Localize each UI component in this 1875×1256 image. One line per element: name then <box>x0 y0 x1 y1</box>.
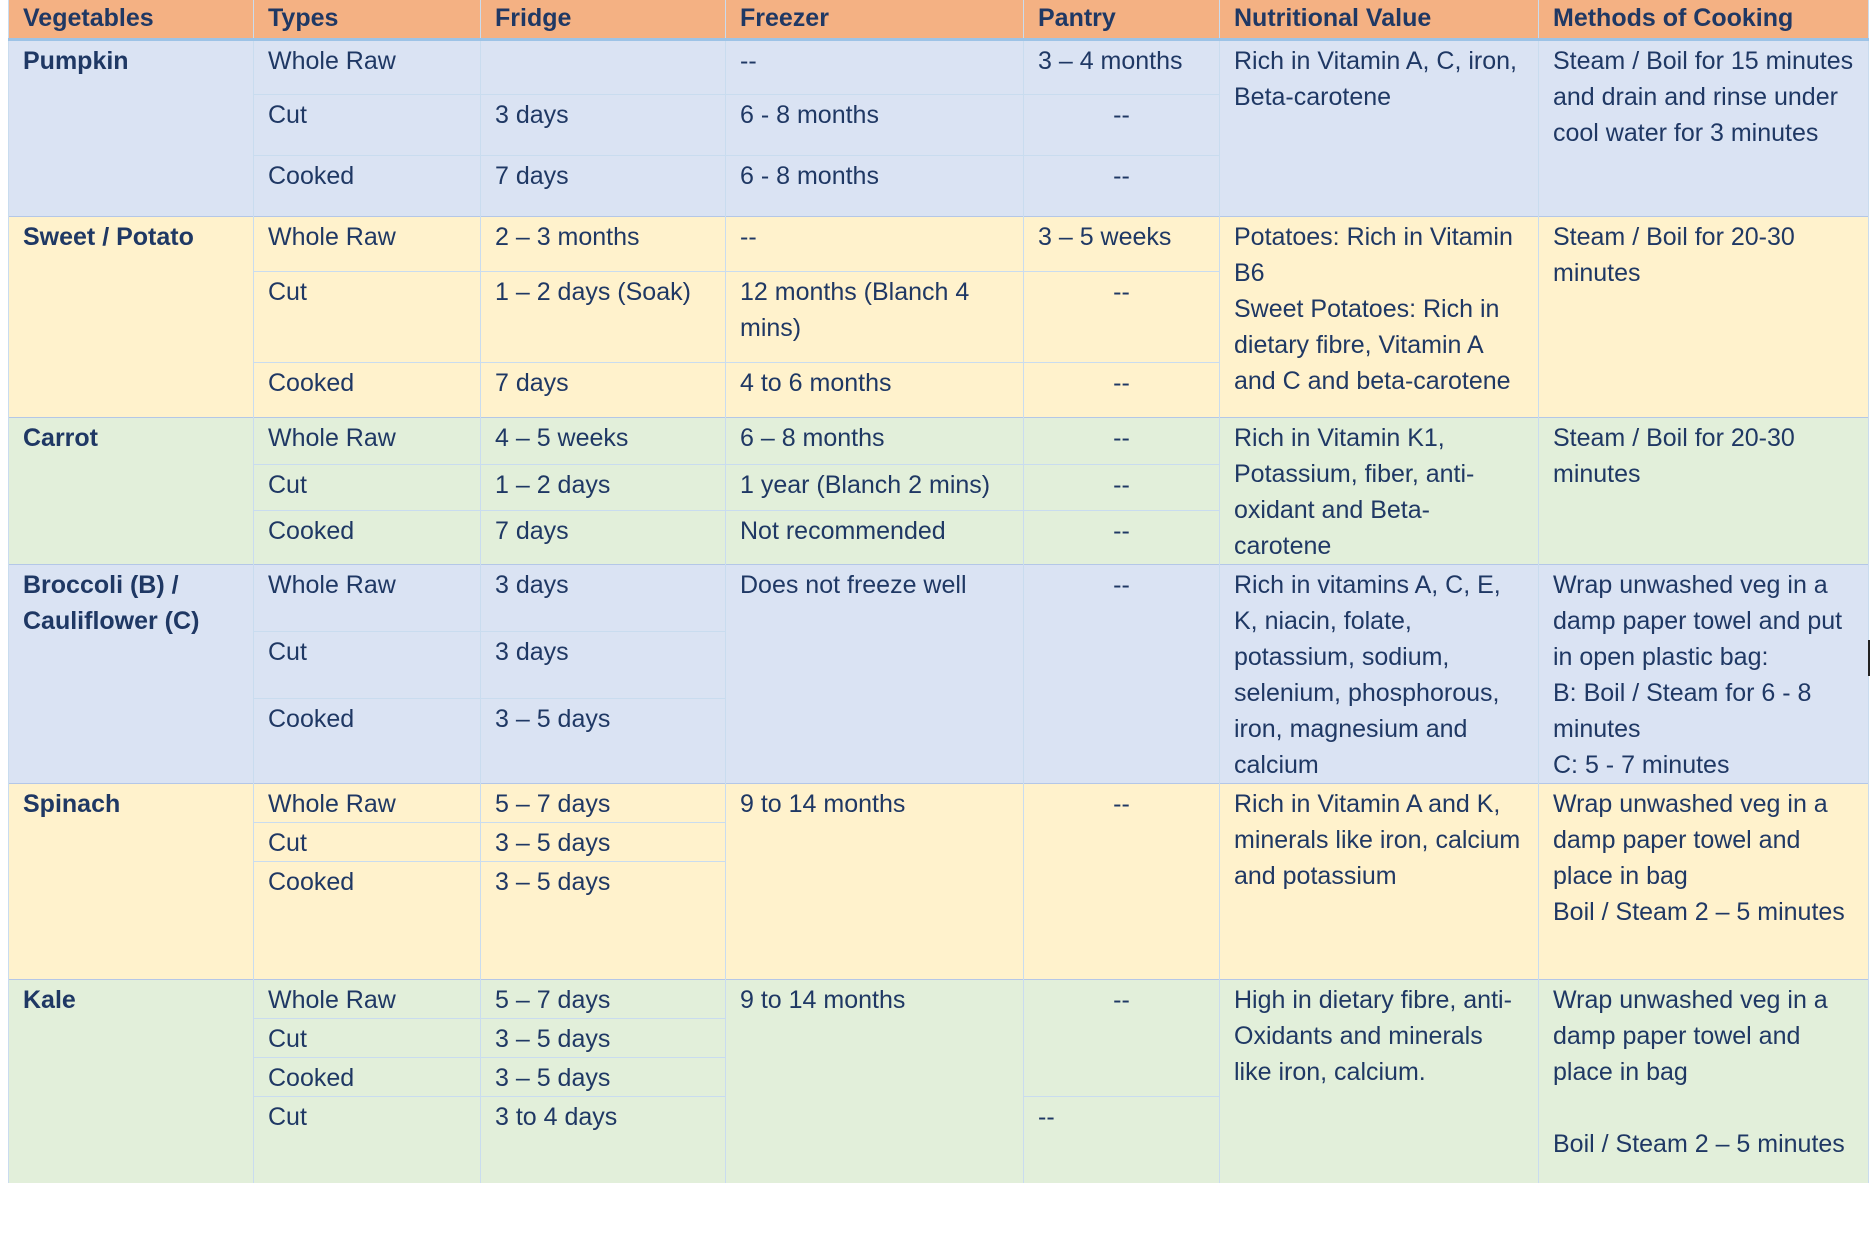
table-row <box>9 980 1869 1019</box>
header-freezer: Freezer <box>726 0 1024 40</box>
type-cell: Whole Raw <box>254 784 481 823</box>
cooking-cell: Steam / Boil for 20-30 minutes <box>1539 418 1869 565</box>
cooking-cell: Steam / Boil for 15 minutes and drain and rinse under cool water for 3 minutes <box>1539 40 1869 217</box>
fridge-cell: 3 – 5 days <box>481 698 726 783</box>
nutrition-cell: High in dietary fibre, anti-Oxidants and minerals like iron, calcium. <box>1220 980 1539 1183</box>
pantry-cell: -- <box>1024 980 1220 1097</box>
fridge-cell: 3 days <box>481 631 726 698</box>
type-cell: Cut <box>254 823 481 862</box>
type-cell: Whole Raw <box>254 565 481 632</box>
type-cell: Cooked <box>254 862 481 980</box>
vegetable-name: Spinach <box>9 784 254 980</box>
type-cell: Cooked <box>254 363 481 418</box>
freezer-cell: Does not freeze well <box>726 565 1024 784</box>
pantry-cell: -- <box>1024 363 1220 418</box>
table-row <box>9 40 1869 95</box>
header-types: Types <box>254 0 481 40</box>
fridge-cell: 3 – 5 days <box>481 862 726 980</box>
vegetable-name: Pumpkin <box>9 40 254 217</box>
fridge-cell: 3 days <box>481 565 726 632</box>
fridge-cell: 7 days <box>481 511 726 565</box>
vegetable-name: Sweet / Potato <box>9 217 254 418</box>
header-methods-of-cooking: Methods of Cooking <box>1539 0 1869 40</box>
fridge-cell: 3 – 5 days <box>481 823 726 862</box>
cooking-line: Wrap unwashed veg in a damp paper towel and place in bag <box>1553 986 1828 1086</box>
fridge-cell: 3 days <box>481 95 726 156</box>
type-cell: Whole Raw <box>254 217 481 272</box>
nutrition-cell <box>1220 217 1539 418</box>
cooking-cell <box>1539 980 1869 1183</box>
nutrition-cell: Rich in Vitamin A and K, minerals like iron, calcium and potassium <box>1220 784 1539 980</box>
fridge-cell <box>481 40 726 95</box>
pantry-cell: -- <box>1024 156 1220 217</box>
nutrition-cell: Rich in vitamins A, C, E, K, niacin, folate, potassium, sodium, selenium, phosphorous, iron, magnesium and calcium <box>1220 565 1539 784</box>
fridge-cell: 4 – 5 weeks <box>481 418 726 465</box>
type-cell: Whole Raw <box>254 980 481 1019</box>
pantry-cell: 3 – 5 weeks <box>1024 217 1220 272</box>
type-cell: Cut <box>254 464 481 511</box>
header-vegetables: Vegetables <box>9 0 254 40</box>
freezer-cell: -- <box>726 40 1024 95</box>
type-cell: Cooked <box>254 1058 481 1097</box>
type-cell: Cooked <box>254 156 481 217</box>
pantry-cell: -- <box>1024 95 1220 156</box>
freezer-cell: 4 to 6 months <box>726 363 1024 418</box>
fridge-cell: 5 – 7 days <box>481 784 726 823</box>
type-cell: Cut <box>254 1097 481 1183</box>
fridge-cell: 7 days <box>481 363 726 418</box>
nutrition-cell: Rich in Vitamin A, C, iron, Beta-carotene <box>1220 40 1539 217</box>
cooking-cell <box>1539 784 1869 980</box>
cooking-cell <box>1539 565 1869 784</box>
pantry-cell: -- <box>1024 565 1220 784</box>
pantry-cell: -- <box>1024 272 1220 363</box>
nutrition-line: Sweet Potatoes: Rich in dietary fibre, Vitamin A and C and beta-carotene <box>1234 295 1511 395</box>
document-page <box>8 0 1869 1183</box>
text-cursor <box>1868 640 1870 676</box>
nutrition-cell: Rich in Vitamin K1, Potassium, fiber, anti-oxidant and Beta-carotene <box>1220 418 1539 565</box>
table-row <box>9 217 1869 272</box>
table-row <box>9 565 1869 632</box>
pantry-cell: 3 – 4 months <box>1024 40 1220 95</box>
type-cell: Cut <box>254 1019 481 1058</box>
type-cell: Cut <box>254 272 481 363</box>
type-cell: Cut <box>254 95 481 156</box>
cooking-cell: Steam / Boil for 20-30 minutes <box>1539 217 1869 418</box>
freezer-cell: -- <box>726 217 1024 272</box>
fridge-cell: 1 – 2 days (Soak) <box>481 272 726 363</box>
pantry-cell: -- <box>1024 1097 1220 1183</box>
header-fridge: Fridge <box>481 0 726 40</box>
freezer-cell: 6 – 8 months <box>726 418 1024 465</box>
cooking-line: Wrap unwashed veg in a damp paper towel and place in bag <box>1553 790 1828 890</box>
pantry-cell: -- <box>1024 784 1220 980</box>
header-nutritional-value: Nutritional Value <box>1220 0 1539 40</box>
type-cell: Whole Raw <box>254 418 481 465</box>
freezer-cell: 1 year (Blanch 2 mins) <box>726 464 1024 511</box>
fridge-cell: 3 – 5 days <box>481 1019 726 1058</box>
cooking-line: Wrap unwashed veg in a damp paper towel and put in open plastic bag: <box>1553 571 1843 671</box>
nutrition-line: Potatoes: Rich in Vitamin B6 <box>1234 223 1513 287</box>
cooking-line: Boil / Steam 2 – 5 minutes <box>1553 898 1845 926</box>
cooking-line: B: Boil / Steam for 6 - 8 minutes <box>1553 679 1812 743</box>
freezer-cell: 9 to 14 months <box>726 980 1024 1183</box>
freezer-cell: 6 - 8 months <box>726 156 1024 217</box>
freezer-cell: 12 months (Blanch 4 mins) <box>726 272 1024 363</box>
vegetable-name: Broccoli (B) / Cauliflower (C) <box>9 565 254 784</box>
freezer-cell: 6 - 8 months <box>726 95 1024 156</box>
table-row <box>9 418 1869 465</box>
vegetable-name: Kale <box>9 980 254 1183</box>
header-pantry: Pantry <box>1024 0 1220 40</box>
type-cell: Cooked <box>254 511 481 565</box>
fridge-cell: 5 – 7 days <box>481 980 726 1019</box>
type-cell: Whole Raw <box>254 40 481 95</box>
type-cell: Cooked <box>254 698 481 783</box>
fridge-cell: 3 to 4 days <box>481 1097 726 1183</box>
cooking-line: Boil / Steam 2 – 5 minutes <box>1553 1130 1845 1158</box>
fridge-cell: 3 – 5 days <box>481 1058 726 1097</box>
pantry-cell: -- <box>1024 511 1220 565</box>
header-row <box>9 0 1869 40</box>
fridge-cell: 7 days <box>481 156 726 217</box>
fridge-cell: 1 – 2 days <box>481 464 726 511</box>
table-row <box>9 784 1869 823</box>
fridge-cell: 2 – 3 months <box>481 217 726 272</box>
vegetable-storage-table <box>8 0 1869 1183</box>
pantry-cell: -- <box>1024 418 1220 465</box>
vegetable-name: Carrot <box>9 418 254 565</box>
freezer-cell: 9 to 14 months <box>726 784 1024 980</box>
freezer-cell: Not recommended <box>726 511 1024 565</box>
pantry-cell: -- <box>1024 464 1220 511</box>
type-cell: Cut <box>254 631 481 698</box>
cooking-line: C: 5 - 7 minutes <box>1553 751 1730 779</box>
